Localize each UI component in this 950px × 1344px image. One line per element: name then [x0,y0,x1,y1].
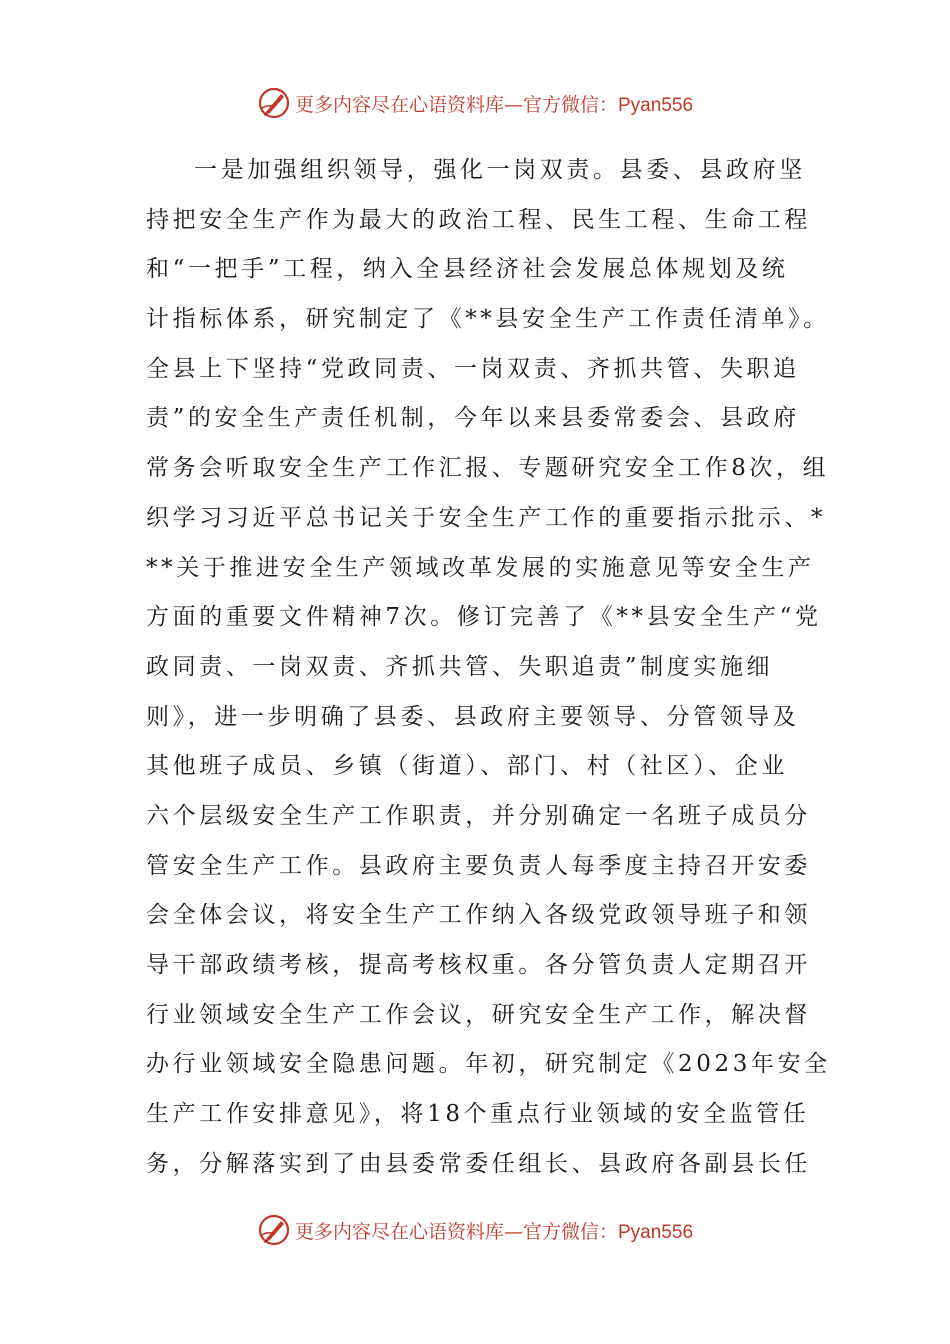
text-line: 责”的安全生产责任机制，今年以来县委常委会、县政府 [146,405,800,432]
text-line: 和“一把手”工程，纳入全县经济社会发展总体规划及统 [146,256,789,283]
text-line: 政同责、一岗双责、齐抓共管、失职追责”制度实施细 [146,653,774,680]
text-line: 全县上下坚持“党政同责、一岗双责、齐抓共管、失职追 [146,355,800,382]
text-line: 管安全生产工作。县政府主要负责人每季度主持召开安委 [146,852,811,879]
header-banner [0,83,950,123]
text-line: 生产工作安排意见》，将18个重点行业领域的安全监管任 [146,1101,810,1128]
text-line: 务，分解落实到了由县委常委任组长、县政府各副县长任 [146,1150,811,1177]
footer-banner-label: 更多内容尽在心语资料库—官方微信： [294,1220,618,1243]
pen-logo-icon [257,86,291,120]
pen-logo-icon [257,1213,291,1247]
header-banner-text [295,90,693,117]
header-banner-label: 更多内容尽在心语资料库—官方微信： [294,93,618,116]
text-line: 则》，进一步明确了县委、县政府主要领导、分管领导及 [146,703,800,730]
text-line: 会全体会议，将安全生产工作纳入各级党政领导班子和领 [146,902,811,929]
text-line: 其他班子成员、乡镇（街道）、部门、村（社区）、企业 [146,753,788,780]
text-line: 行业领域安全生产工作会议，研究安全生产工作，解决督 [146,1001,811,1028]
header-wechat-id: Pyan556 [618,94,694,116]
text-line: 织学习习近平总书记关于安全生产工作的重要指示批示、* [146,504,827,531]
text-line: 持把安全生产作为最大的政治工程、民生工程、生命工程 [146,206,811,233]
footer-banner [0,1210,950,1250]
document-body [146,146,831,1189]
footer-banner-text [295,1217,693,1244]
footer-wechat-id: Pyan556 [618,1221,694,1243]
text-line: **关于推进安全生产领域改革发展的实施意见等安全生产 [146,554,815,581]
text-line: 方面的重要文件精神7次。修订完善了《**县安全生产“党 [146,604,822,631]
text-line: 六个层级安全生产工作职责，并分别确定一名班子成员分 [146,802,811,829]
text-line: 办行业领域安全隐患问题。年初，研究制定《2023年安全 [146,1051,831,1078]
text-line: 导干部政绩考核，提高考核权重。各分管负责人定期召开 [146,952,811,978]
text-line: 计指标体系，研究制定了《**县安全生产工作责任清单》。 [146,306,830,333]
text-line: 常务会听取安全生产工作汇报、专题研究安全工作8次，组 [146,455,830,482]
text-line: 一是加强组织领导，强化一岗双责。县委、县政府坚 [194,157,806,183]
